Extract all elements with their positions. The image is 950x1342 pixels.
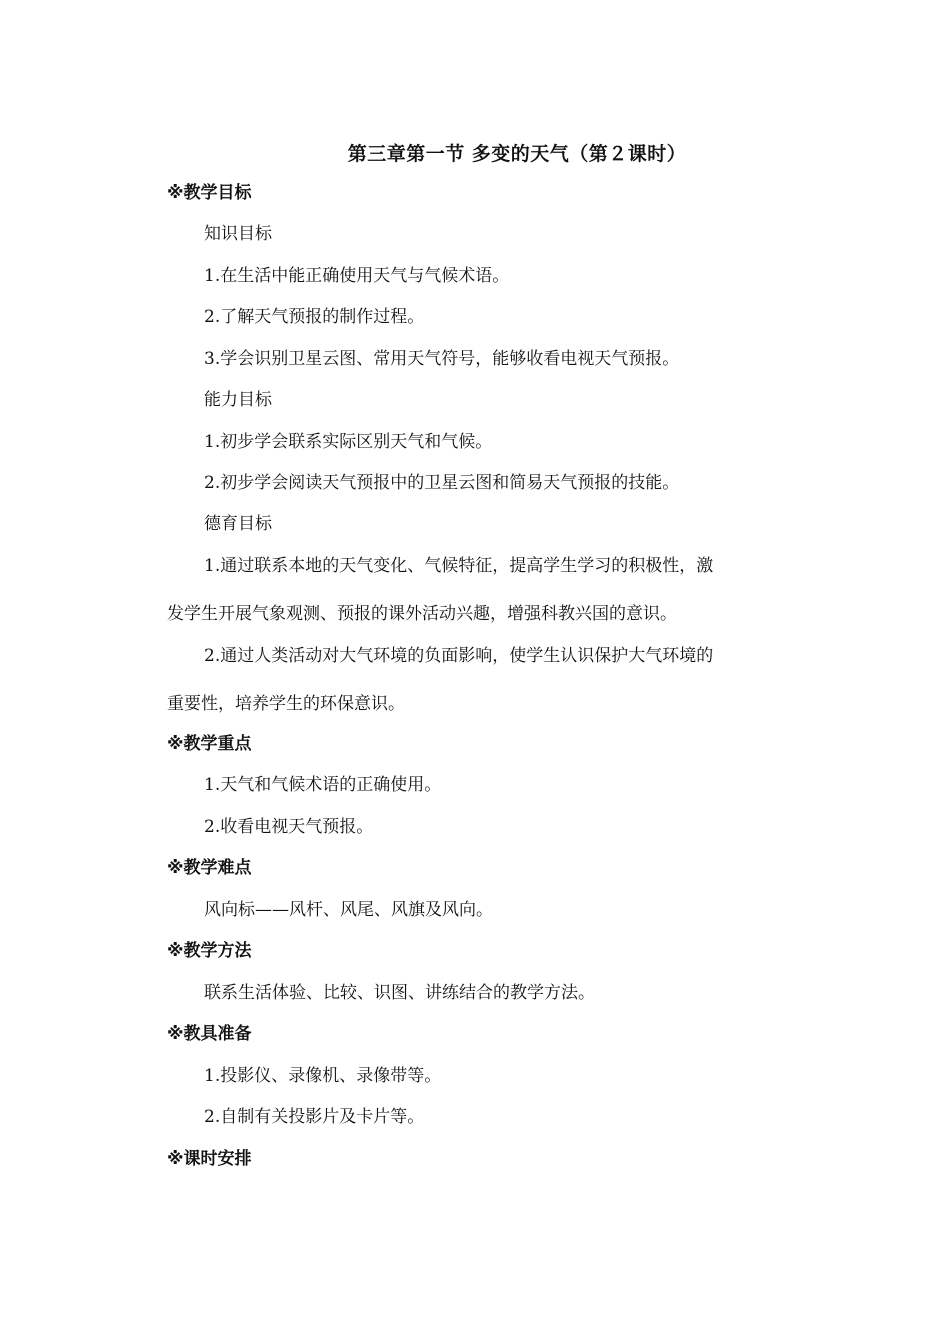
key-point-item-1: 1.天气和气候术语的正确使用。	[204, 775, 442, 795]
knowledge-item-2: 2.了解天气预报的制作过程。	[204, 307, 425, 327]
key-point-item-2: 2.收看电视天气预报。	[204, 817, 374, 837]
ability-item-1: 1.初步学会联系实际区别天气和气候。	[204, 432, 493, 452]
section-heading-objectives: ※教学目标	[167, 183, 252, 203]
page-title: 第三章第一节 多变的天气（第２课时）	[347, 143, 687, 165]
section-heading-materials: ※教具准备	[167, 1024, 252, 1044]
subheading-ability: 能力目标	[204, 390, 272, 410]
methods-text: 联系生活体验、比较、识图、讲练结合的教学方法。	[204, 983, 595, 1003]
moral-item-2-line-2: 重要性，培养学生的环保意识。	[167, 694, 405, 714]
section-heading-schedule: ※课时安排	[167, 1149, 252, 1169]
knowledge-item-1: 1.在生活中能正确使用天气与气候术语。	[204, 266, 510, 286]
section-heading-methods: ※教学方法	[167, 941, 252, 961]
subheading-moral: 德育目标	[204, 514, 272, 534]
materials-item-2: 2.自制有关投影片及卡片等。	[204, 1107, 425, 1127]
moral-item-1-line-2: 发学生开展气象观测、预报的课外活动兴趣，增强科教兴国的意识。	[167, 604, 677, 624]
section-heading-difficulties: ※教学难点	[167, 858, 252, 878]
moral-item-1-line-1: 1.通过联系本地的天气变化、气候特征，提高学生学习的积极性，激	[204, 556, 714, 576]
knowledge-item-3: 3.学会识别卫星云图、常用天气符号，能够收看电视天气预报。	[204, 349, 680, 369]
moral-item-2-line-1: 2.通过人类活动对大气环境的负面影响，使学生认识保护大气环境的	[204, 646, 714, 666]
materials-item-1: 1.投影仪、录像机、录像带等。	[204, 1066, 442, 1086]
ability-item-2: 2.初步学会阅读天气预报中的卫星云图和简易天气预报的技能。	[204, 473, 680, 493]
subheading-knowledge: 知识目标	[204, 224, 272, 244]
difficulty-text: 风向标——风杆、风尾、风旗及风向。	[204, 900, 493, 920]
section-heading-key-points: ※教学重点	[167, 734, 252, 754]
